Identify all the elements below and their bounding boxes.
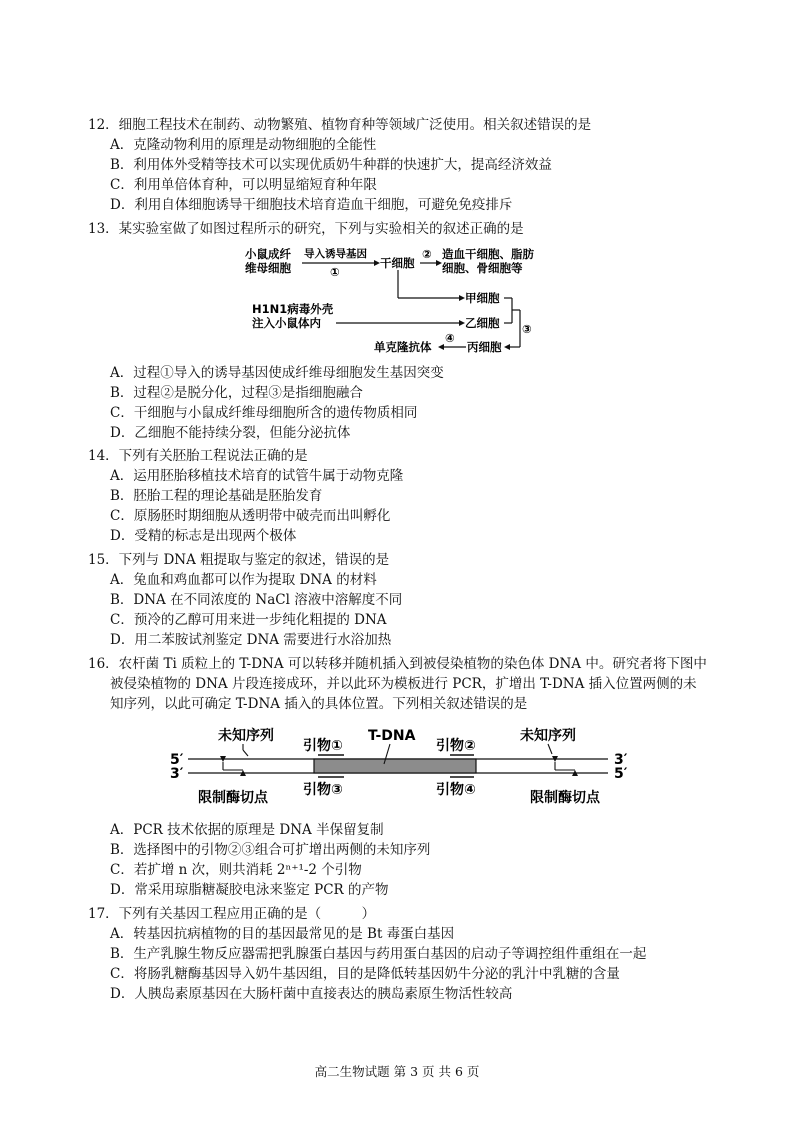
primer-1-label: 引物① (303, 738, 343, 754)
option-d: D．人胰岛素原基因在大肠杆菌中直接表达的胰岛素原生物活性较高 (110, 986, 513, 1002)
fibroblast-label-1: 小鼠成纤 (245, 247, 291, 261)
option-d: D．常采用琼脂糖凝胶电泳来鉴定 PCR 的产物 (110, 882, 389, 898)
primer-2-label: 引物② (436, 738, 476, 754)
restriction-site-left-label: 限制酶切点 (198, 790, 268, 806)
differentiated-label-1: 造血干细胞、脂肪 (442, 247, 534, 261)
step2-number: ② (422, 247, 432, 261)
option-a: A．兔血和鸡血都可以作为提取 DNA 的材料 (110, 572, 377, 588)
option-c: C．利用单倍体育种，可以明显缩短育种年限 (110, 177, 377, 193)
question-15 (88, 550, 728, 650)
option-b: B．DNA 在不同浓度的 NaCl 溶液中溶解度不同 (110, 592, 403, 608)
three-prime-right: 3′ (614, 752, 628, 768)
question-16 (88, 654, 728, 714)
page-footer: 高二生物试题 第 3 页 共 6 页 (314, 1064, 480, 1079)
primer-4-label: 引物④ (436, 782, 476, 798)
option-c: C．预冷的乙醇可用来进一步纯化粗提的 DNA (110, 612, 387, 628)
option-b: B．利用体外受精等技术可以实现优质奶牛种群的快速扩大，提高经济效益 (110, 157, 552, 173)
option-b: B．胚胎工程的理论基础是胚胎发育 (110, 488, 323, 504)
option-c: C．原肠胚时期细胞从透明带中破壳而出叫孵化 (110, 508, 391, 524)
option-a: A．转基因抗病植物的目的基因最常见的是 Bt 毒蛋白基因 (110, 926, 455, 942)
five-prime-right: 5′ (614, 766, 628, 782)
step4-number: ④ (445, 331, 455, 345)
cell-engineering-flow-diagram (240, 243, 580, 358)
question-stem: 17．下列有关基因工程应用正确的是（ ） (88, 906, 376, 922)
virus-label-1: H1N1病毒外壳 (252, 302, 334, 316)
question-17 (88, 904, 728, 1004)
tdna-label: T-DNA (368, 728, 416, 744)
option-a: A．过程①导入的诱导基因使成纤维母细胞发生基因突变 (110, 365, 444, 381)
question-stem-line-2: 被侵染植物的 DNA 片段连接成环，并以此环为模板进行 PCR，扩增出 T-DNA 插入位置两侧的未 (110, 676, 697, 692)
option-b: B．生产乳腺生物反应器需把乳腺蛋白基因与药用蛋白基因的启动子等调控组件重组在一起 (110, 946, 647, 962)
tdna-pcr-diagram (168, 718, 638, 813)
cell-c-label: 丙细胞 (467, 340, 502, 354)
step1-number: ① (330, 265, 340, 279)
question-stem: 15．下列与 DNA 粗提取与鉴定的叙述，错误的是 (88, 552, 390, 568)
antibody-label: 单克隆抗体 (374, 340, 432, 354)
option-c: C．若扩增 n 次，则共消耗 2ⁿ⁺¹-2 个引物 (110, 862, 362, 878)
stem-cell-label: 干细胞 (380, 256, 415, 270)
step3-number: ③ (522, 322, 532, 336)
three-prime-left: 3′ (170, 766, 184, 782)
fibroblast-label-2: 维母细胞 (245, 261, 291, 275)
cell-b-label: 乙细胞 (465, 316, 500, 330)
option-d: D．乙细胞不能持续分裂，但能分泌抗体 (110, 425, 351, 441)
question-stem: 12．细胞工程技术在制药、动物繁殖、植物育种等领域广泛使用。相关叙述错误的是 (88, 117, 592, 133)
option-c: C．干细胞与小鼠成纤维母细胞所含的遗传物质相同 (110, 405, 418, 421)
option-a: A．克隆动物利用的原理是动物细胞的全能性 (110, 137, 377, 153)
step1-label: 导入诱导基因 (304, 248, 367, 260)
restriction-site-right-label: 限制酶切点 (530, 790, 600, 806)
virus-label-2: 注入小鼠体内 (252, 316, 321, 330)
question-stem: 14．下列有关胚胎工程说法正确的是 (88, 448, 308, 464)
cell-a-label: 甲细胞 (465, 291, 500, 305)
differentiated-label-2: 细胞、骨细胞等 (442, 261, 523, 275)
tdna-segment (314, 759, 476, 773)
question-12 (88, 115, 728, 215)
question-16-options (88, 820, 728, 900)
question-stem: 13．某实验室做了如图过程所示的研究，下列与实验相关的叙述正确的是 (88, 221, 524, 237)
option-d: D．受精的标志是出现两个极体 (110, 528, 297, 544)
question-stem-line-3: 知序列，以此可确定 T-DNA 插入的具体位置。下列相关叙述错误的是 (110, 696, 528, 712)
question-14 (88, 446, 728, 546)
primer-3-label: 引物③ (303, 782, 343, 798)
option-b: B．过程②是脱分化，过程③是指细胞融合 (110, 385, 363, 401)
five-prime-left: 5′ (170, 752, 184, 768)
option-d: D．利用自体细胞诱导干细胞技术培育造血干细胞，可避免免疫排斥 (110, 197, 513, 213)
option-a: A．运用胚胎移植技术培育的试管牛属于动物克隆 (110, 468, 404, 484)
option-a: A．PCR 技术依据的原理是 DNA 半保留复制 (110, 822, 384, 838)
question-stem-line-1: 16．农杆菌 Ti 质粒上的 T-DNA 可以转移并随机插入到被侵染植物的染色体 DNA 中。研究者将下图中 (88, 656, 707, 672)
unknown-sequence-left: 未知序列 (218, 728, 274, 744)
question-13 (88, 219, 728, 239)
option-d: D．用二苯胺试剂鉴定 DNA 需要进行水浴加热 (110, 632, 392, 648)
option-c: C．将肠乳糖酶基因导入奶牛基因组，目的是降低转基因奶牛分泌的乳汁中乳糖的含量 (110, 966, 620, 982)
question-13-options (88, 363, 728, 443)
option-b: B．选择图中的引物②③组合可扩增出两侧的未知序列 (110, 842, 431, 858)
unknown-sequence-right: 未知序列 (520, 728, 576, 744)
